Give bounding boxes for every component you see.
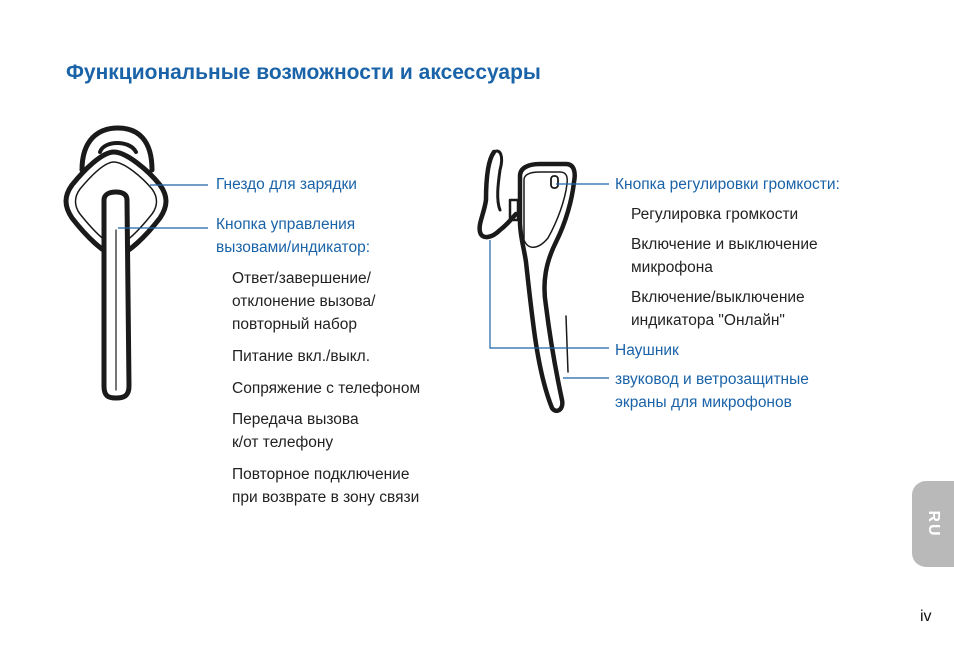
label-call-button-line2: вызовами/индикатор: <box>216 239 371 256</box>
volume-function-item <box>631 233 818 279</box>
label-mic-line1: звуковод и ветрозащитные <box>615 371 809 388</box>
label-earpiece: Наушник <box>615 342 679 359</box>
label-mic-line2: экраны для микрофонов <box>615 394 792 411</box>
function-line: Питание вкл./выкл. <box>232 348 371 365</box>
function-item <box>232 345 370 368</box>
volume-function-item <box>631 203 798 226</box>
label-charging-port: Гнездо для зарядки <box>216 176 357 193</box>
label-volume-button: Кнопка регулировки громкости: <box>615 176 840 193</box>
function-line: Повторное подключение <box>232 466 410 483</box>
label-call-button <box>216 213 370 259</box>
function-line: при возврате в зону связи <box>232 489 420 506</box>
function-item <box>232 267 375 336</box>
volume-function-line: Регулировка громкости <box>631 206 799 223</box>
function-line: отклонение вызова/ <box>232 293 376 310</box>
headset-front-view <box>66 128 166 398</box>
headset-side-view <box>480 151 575 411</box>
function-item <box>232 408 359 454</box>
volume-function-line: индикатора "Онлайн" <box>631 312 785 329</box>
function-line: Сопряжение с телефоном <box>232 380 421 397</box>
volume-function-line: Включение и выключение <box>631 236 818 253</box>
function-line: Передача вызова <box>232 411 359 428</box>
function-line: Ответ/завершение/ <box>232 270 371 287</box>
volume-function-item <box>631 286 805 332</box>
label-mic-screens <box>615 368 809 414</box>
function-item <box>232 377 420 400</box>
function-line: повторный набор <box>232 316 358 333</box>
page-title: Функциональные возможности и аксессуары <box>66 61 541 84</box>
function-item <box>232 463 419 509</box>
volume-function-line: Включение/выключение <box>631 289 805 306</box>
volume-function-line: микрофона <box>631 259 713 276</box>
function-line: к/от телефону <box>232 434 334 451</box>
page-number: iv <box>920 608 932 625</box>
language-tab-label: RU <box>925 510 942 538</box>
label-call-button-line1: Кнопка управления <box>216 216 356 233</box>
